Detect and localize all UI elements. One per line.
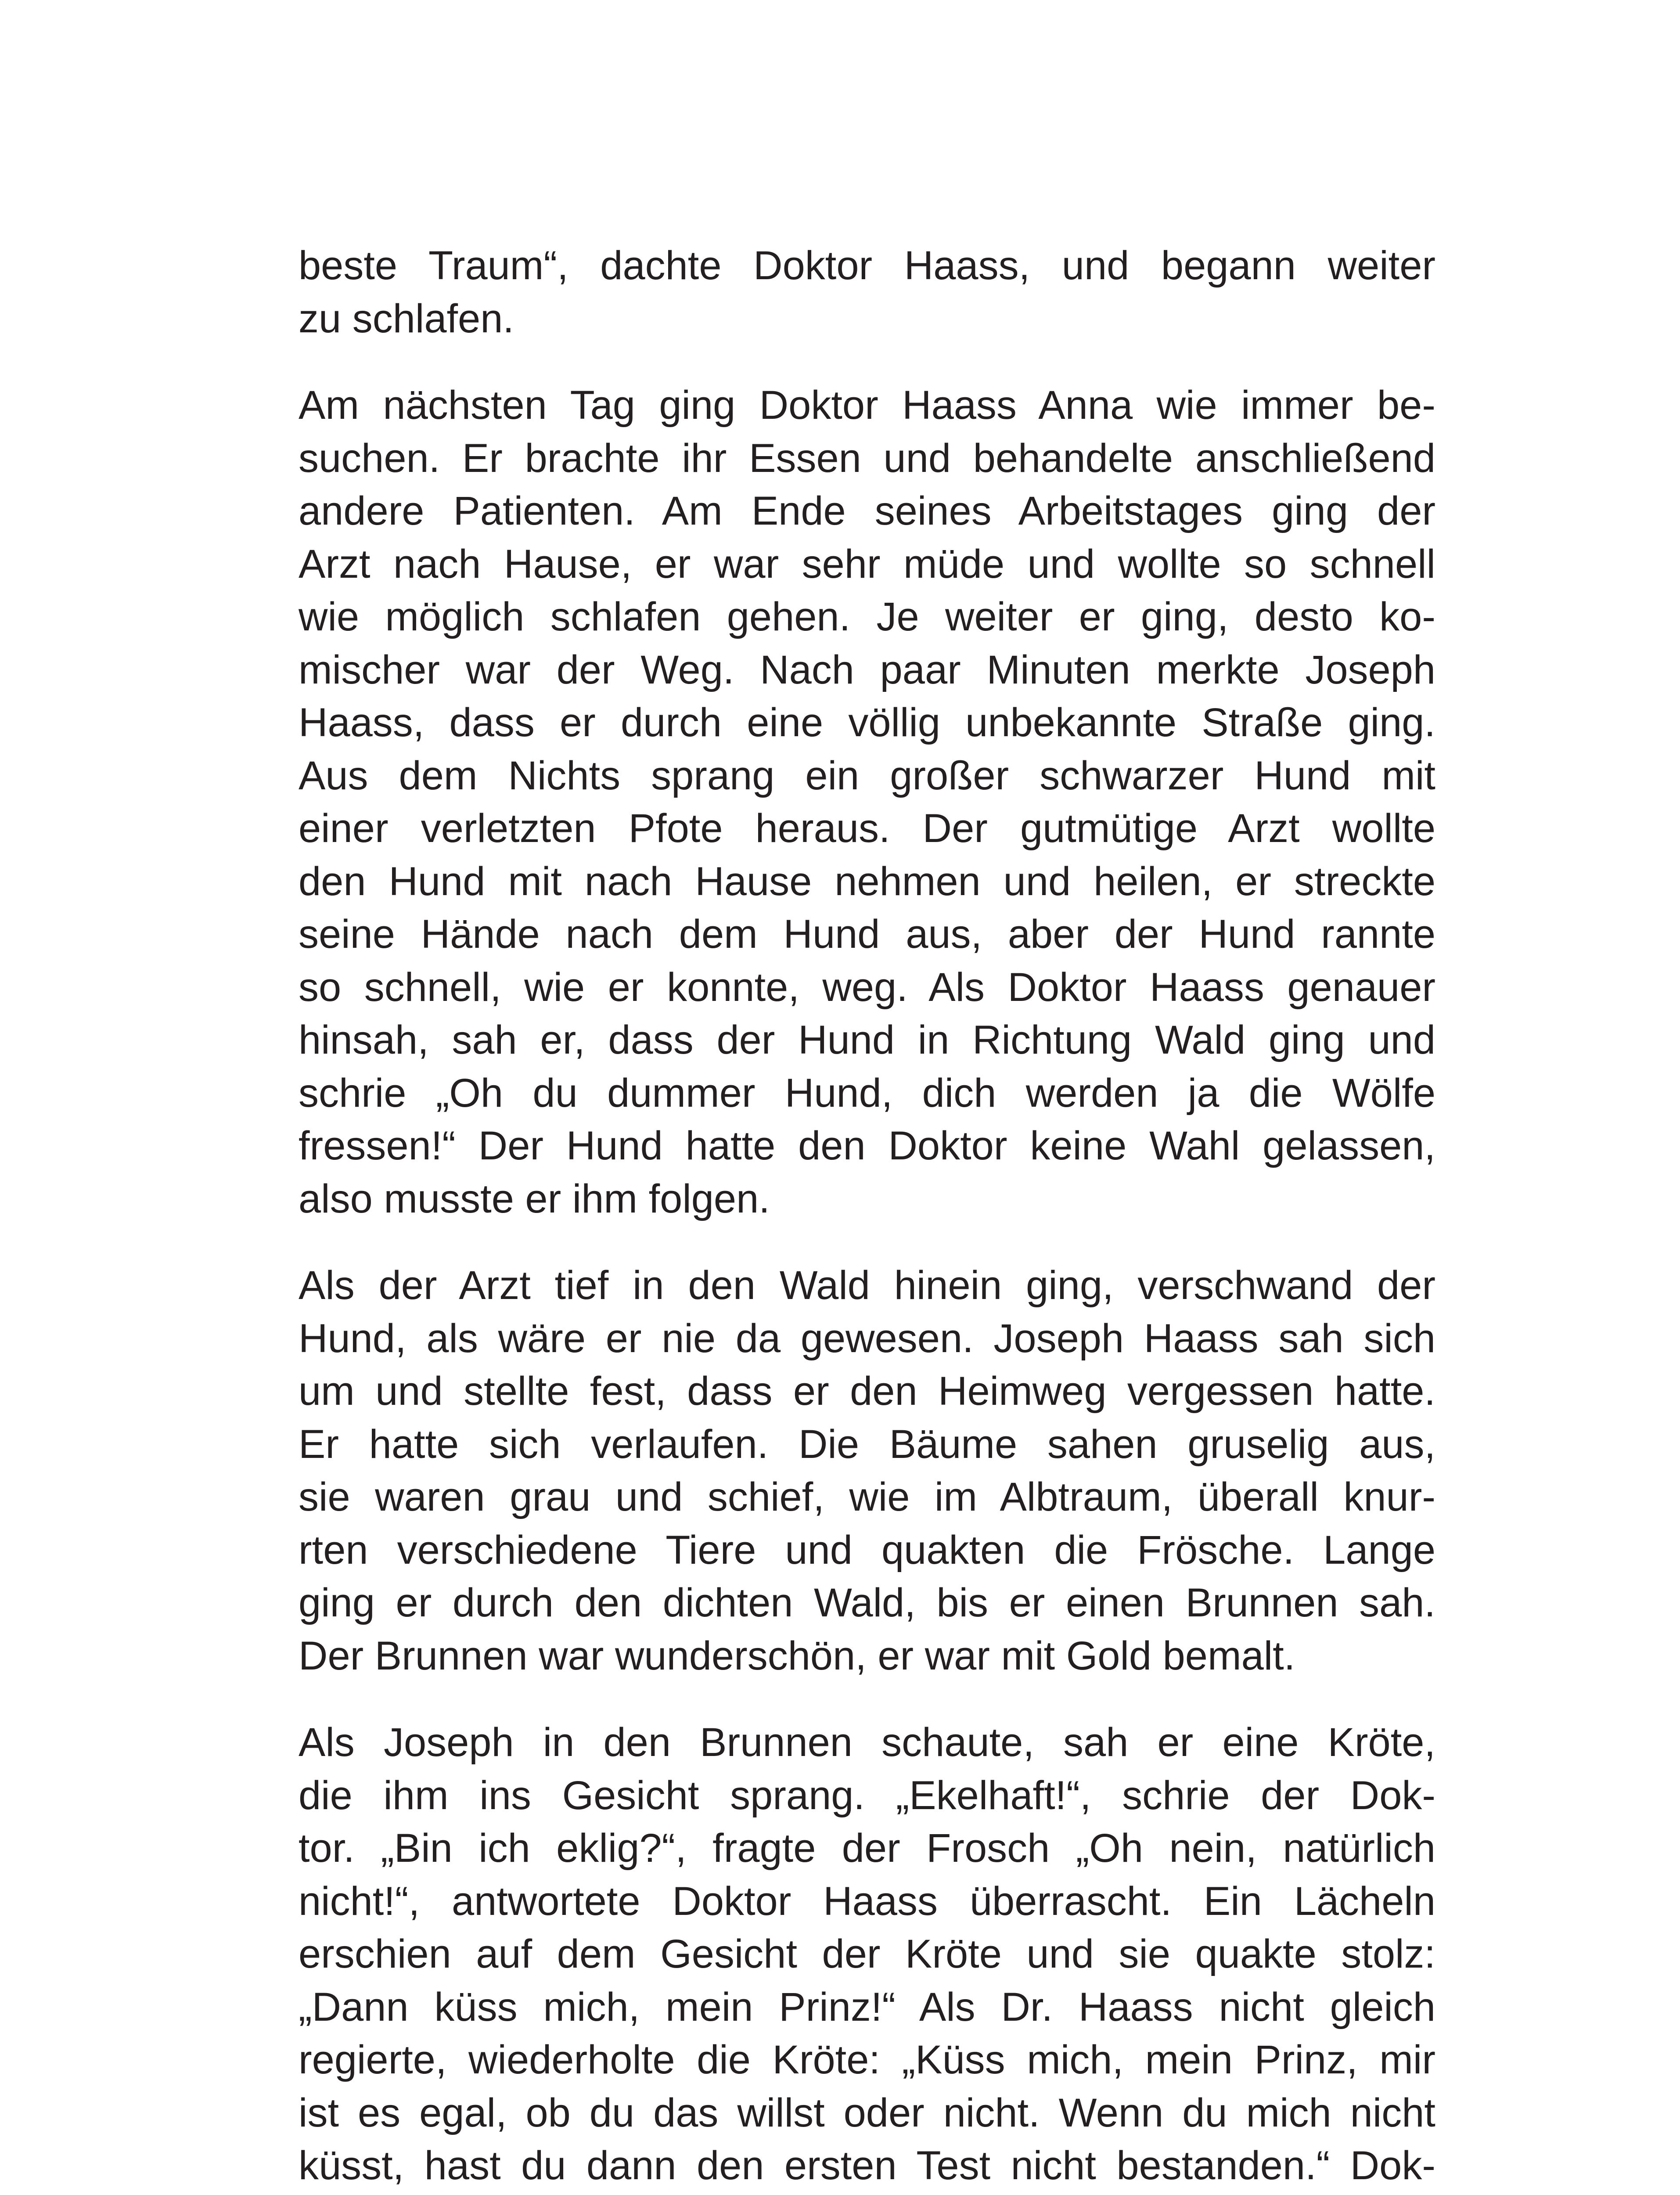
- paragraph: [299, 379, 1435, 1225]
- text-line: beste Traum“, dachte Doktor Haass, und begann weiter: [299, 243, 1435, 288]
- text-line: Der Brunnen war wunderschön, er war mit Gold bemalt.: [299, 1633, 1295, 1678]
- text-line: schrie „Oh du dummer Hund, dich werden ja die Wölfe: [299, 1070, 1435, 1115]
- text-line: mischer war der Weg. Nach paar Minuten merkte Joseph: [299, 647, 1435, 692]
- text-line: fressen!“ Der Hund hatte den Doktor keine Wahl gelassen,: [299, 1123, 1435, 1168]
- paragraph: [299, 239, 1435, 345]
- text-line: „Dann küss mich, mein Prinz!“ Als Dr. Haass nicht gleich: [299, 1984, 1435, 2029]
- text-line: hinsah, sah er, dass der Hund in Richtung Wald ging und: [299, 1018, 1435, 1062]
- text-line: einer verletzten Pfote heraus. Der gutmütige Arzt wollte: [299, 806, 1435, 851]
- paragraph: [299, 1716, 1435, 2195]
- text-line: sie waren grau und schief, wie im Albtraum, überall knur-: [299, 1475, 1435, 1519]
- text-line: küsst, hast du dann den ersten Test nicht bestanden.“ Dok-: [299, 2143, 1435, 2188]
- text-line: also musste er ihm folgen.: [299, 1176, 770, 1221]
- text-line: ist es egal, ob du das willst oder nicht. Wenn du mich nicht: [299, 2090, 1435, 2135]
- text-line: suchen. Er brachte ihr Essen und behandelte anschließend: [299, 435, 1435, 481]
- text-line: seine Hände nach dem Hund aus, aber der Hund rannte: [299, 912, 1435, 957]
- text-line: Aus dem Nichts sprang ein großer schwarzer Hund mit: [299, 753, 1435, 798]
- text-line: Am nächsten Tag ging Doktor Haass Anna wie immer be-: [299, 383, 1435, 428]
- body-text: [299, 239, 1435, 2195]
- text-line: so schnell, wie er konnte, weg. Als Doktor Haass genauer: [299, 964, 1435, 1010]
- text-line: regierte, wiederholte die Kröte: „Küss mich, mein Prinz, mir: [299, 2037, 1435, 2082]
- text-line: ging er durch den dichten Wald, bis er einen Brunnen sah.: [299, 1580, 1435, 1625]
- text-line: die ihm ins Gesicht sprang. „Ekelhaft!“, schrie der Dok-: [299, 1773, 1435, 1818]
- paragraph: [299, 1259, 1435, 1682]
- text-line: andere Patienten. Am Ende seines Arbeitstages ging der: [299, 489, 1435, 533]
- text-line: tor. „Bin ich eklig?“, fragte der Frosch „Oh nein, natürlich: [299, 1826, 1435, 1871]
- text-line: wie möglich schlafen gehen. Je weiter er ging, desto ko-: [299, 594, 1435, 639]
- text-line: um und stellte fest, dass er den Heimweg vergessen hatte.: [299, 1369, 1435, 1414]
- text-line: nicht!“, antwortete Doktor Haass überrascht. Ein Lächeln: [299, 1878, 1435, 1924]
- text-line: rten verschiedene Tiere und quakten die Frösche. Lange: [299, 1527, 1435, 1572]
- text-line: Haass, dass er durch eine völlig unbekannte Straße ging.: [299, 700, 1435, 745]
- text-line: Er hatte sich verlaufen. Die Bäume sahen gruselig aus,: [299, 1421, 1435, 1467]
- text-line: den Hund mit nach Hause nehmen und heilen, er streckte: [299, 859, 1435, 904]
- text-line: zu schlafen.: [299, 296, 514, 341]
- text-line: Als der Arzt tief in den Wald hinein ging, verschwand der: [299, 1263, 1435, 1308]
- text-line: Als Joseph in den Brunnen schaute, sah er eine Kröte,: [299, 1720, 1435, 1765]
- text-line: Arzt nach Hause, er war sehr müde und wollte so schnell: [299, 541, 1435, 587]
- text-line: Hund, als wäre er nie da gewesen. Joseph Haass sah sich: [299, 1316, 1435, 1361]
- text-line: [299, 2192, 1435, 2195]
- text-line: erschien auf dem Gesicht der Kröte und sie quakte stolz:: [299, 1932, 1435, 1976]
